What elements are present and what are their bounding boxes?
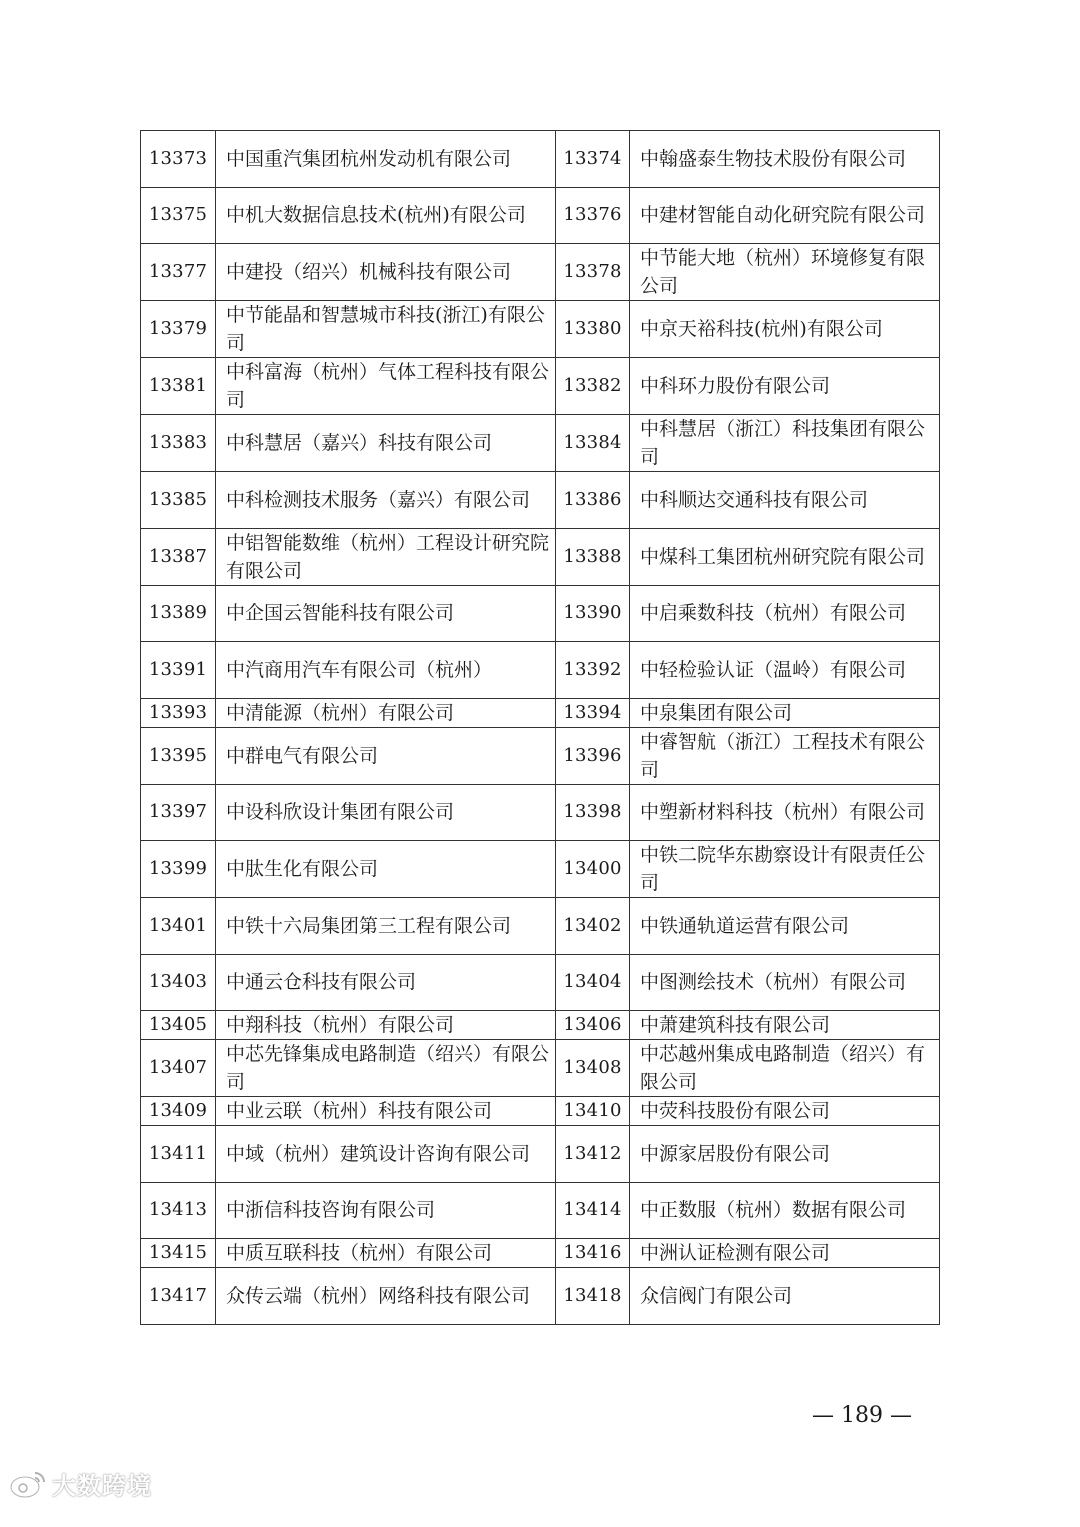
company-number: 13384 (556, 415, 630, 472)
company-number: 13382 (556, 358, 630, 415)
company-number: 13386 (556, 472, 630, 529)
company-name: 中翔科技（杭州）有限公司 (216, 1011, 556, 1040)
table-row (141, 528, 940, 585)
table-row (141, 131, 940, 188)
company-name: 中国重汽集团杭州发动机有限公司 (216, 131, 556, 188)
company-name: 中浙信科技咨询有限公司 (216, 1182, 556, 1239)
company-number: 13410 (556, 1097, 630, 1126)
watermark (8, 1466, 152, 1501)
company-number: 13408 (556, 1040, 630, 1097)
table-row (141, 1239, 940, 1268)
company-number: 13414 (556, 1182, 630, 1239)
table-row (141, 1268, 940, 1325)
company-name: 中芯越州集成电路制造（绍兴）有限公司 (630, 1040, 940, 1097)
company-number: 13378 (556, 244, 630, 301)
table-row (141, 698, 940, 727)
company-number: 13389 (141, 585, 216, 642)
company-number: 13398 (556, 784, 630, 841)
company-name: 中质互联科技（杭州）有限公司 (216, 1239, 556, 1268)
table-row (141, 187, 940, 244)
company-number: 13395 (141, 727, 216, 784)
company-number: 13380 (556, 301, 630, 358)
company-number: 13374 (556, 131, 630, 188)
company-number: 13397 (141, 784, 216, 841)
table-row (141, 784, 940, 841)
company-name: 中铝智能数维（杭州）工程设计研究院有限公司 (216, 528, 556, 585)
company-name: 中机大数据信息技术(杭州)有限公司 (216, 187, 556, 244)
company-number: 13390 (556, 585, 630, 642)
company-name: 中塑新材料科技（杭州）有限公司 (630, 784, 940, 841)
table-row (141, 1040, 940, 1097)
company-number: 13416 (556, 1239, 630, 1268)
company-number: 13402 (556, 898, 630, 955)
table-body (141, 131, 940, 1325)
company-name: 中科环力股份有限公司 (630, 358, 940, 415)
company-number: 13418 (556, 1268, 630, 1325)
company-number: 13417 (141, 1268, 216, 1325)
company-name: 中京天裕科技(杭州)有限公司 (630, 301, 940, 358)
company-name: 众传云端（杭州）网络科技有限公司 (216, 1268, 556, 1325)
weibo-logo-icon (8, 1469, 48, 1499)
company-name: 中节能大地（杭州）环境修复有限公司 (630, 244, 940, 301)
company-number: 13409 (141, 1097, 216, 1126)
company-name: 中科慧居（浙江）科技集团有限公司 (630, 415, 940, 472)
company-name: 中翰盛泰生物技术股份有限公司 (630, 131, 940, 188)
table-row (141, 954, 940, 1011)
company-number: 13381 (141, 358, 216, 415)
company-number: 13399 (141, 841, 216, 898)
company-number: 13375 (141, 187, 216, 244)
company-name: 中设科欣设计集团有限公司 (216, 784, 556, 841)
watermark-text: 大数跨境 (52, 1472, 152, 1500)
table-row (141, 642, 940, 699)
company-name: 中荧科技股份有限公司 (630, 1097, 940, 1126)
company-name: 中群电气有限公司 (216, 727, 556, 784)
table-row (141, 301, 940, 358)
company-name: 众信阀门有限公司 (630, 1268, 940, 1325)
company-number: 13403 (141, 954, 216, 1011)
company-name: 中科顺达交通科技有限公司 (630, 472, 940, 529)
company-name: 中业云联（杭州）科技有限公司 (216, 1097, 556, 1126)
company-number: 13373 (141, 131, 216, 188)
company-list-table (140, 130, 940, 1325)
company-number: 13404 (556, 954, 630, 1011)
company-number: 13411 (141, 1126, 216, 1183)
company-number: 13406 (556, 1011, 630, 1040)
table-row (141, 415, 940, 472)
company-number: 13396 (556, 727, 630, 784)
company-name: 中铁通轨道运营有限公司 (630, 898, 940, 955)
company-name: 中启乘数科技（杭州）有限公司 (630, 585, 940, 642)
company-name: 中建投（绍兴）机械科技有限公司 (216, 244, 556, 301)
table-row (141, 244, 940, 301)
company-number: 13413 (141, 1182, 216, 1239)
company-name: 中泉集团有限公司 (630, 698, 940, 727)
company-name: 中域（杭州）建筑设计咨询有限公司 (216, 1126, 556, 1183)
company-number: 13405 (141, 1011, 216, 1040)
company-name: 中清能源（杭州）有限公司 (216, 698, 556, 727)
table-row (141, 898, 940, 955)
company-number: 13393 (141, 698, 216, 727)
company-name: 中煤科工集团杭州研究院有限公司 (630, 528, 940, 585)
table-row (141, 1126, 940, 1183)
company-name: 中节能晶和智慧城市科技(浙江)有限公司 (216, 301, 556, 358)
table-row (141, 472, 940, 529)
company-name: 中萧建筑科技有限公司 (630, 1011, 940, 1040)
company-number: 13379 (141, 301, 216, 358)
company-number: 13387 (141, 528, 216, 585)
table-row (141, 1182, 940, 1239)
table-row (141, 585, 940, 642)
company-name: 中图测绘技术（杭州）有限公司 (630, 954, 940, 1011)
company-number: 13388 (556, 528, 630, 585)
company-name: 中源家居股份有限公司 (630, 1126, 940, 1183)
table-row (141, 358, 940, 415)
table-row (141, 841, 940, 898)
company-name: 中通云仓科技有限公司 (216, 954, 556, 1011)
company-number: 13407 (141, 1040, 216, 1097)
company-name: 中芯先锋集成电路制造（绍兴）有限公司 (216, 1040, 556, 1097)
company-number: 13376 (556, 187, 630, 244)
company-name: 中铁十六局集团第三工程有限公司 (216, 898, 556, 955)
company-number: 13385 (141, 472, 216, 529)
company-number: 13412 (556, 1126, 630, 1183)
company-number: 13394 (556, 698, 630, 727)
company-name: 中铁二院华东勘察设计有限责任公司 (630, 841, 940, 898)
company-number: 13391 (141, 642, 216, 699)
company-name: 中科检测技术服务（嘉兴）有限公司 (216, 472, 556, 529)
company-name: 中肽生化有限公司 (216, 841, 556, 898)
page-number: — 189 — (812, 1403, 912, 1428)
company-name: 中科富海（杭州）气体工程科技有限公司 (216, 358, 556, 415)
company-number: 13383 (141, 415, 216, 472)
company-number: 13392 (556, 642, 630, 699)
company-name: 中轻检验认证（温岭）有限公司 (630, 642, 940, 699)
company-name: 中汽商用汽车有限公司（杭州） (216, 642, 556, 699)
company-name: 中正数服（杭州）数据有限公司 (630, 1182, 940, 1239)
table-row (141, 1097, 940, 1126)
company-name: 中科慧居（嘉兴）科技有限公司 (216, 415, 556, 472)
table-row (141, 1011, 940, 1040)
company-name: 中企国云智能科技有限公司 (216, 585, 556, 642)
company-number: 13415 (141, 1239, 216, 1268)
table-row (141, 727, 940, 784)
company-number: 13377 (141, 244, 216, 301)
company-number: 13400 (556, 841, 630, 898)
company-name: 中睿智航（浙江）工程技术有限公司 (630, 727, 940, 784)
company-name: 中建材智能自动化研究院有限公司 (630, 187, 940, 244)
company-name: 中洲认证检测有限公司 (630, 1239, 940, 1268)
company-number: 13401 (141, 898, 216, 955)
